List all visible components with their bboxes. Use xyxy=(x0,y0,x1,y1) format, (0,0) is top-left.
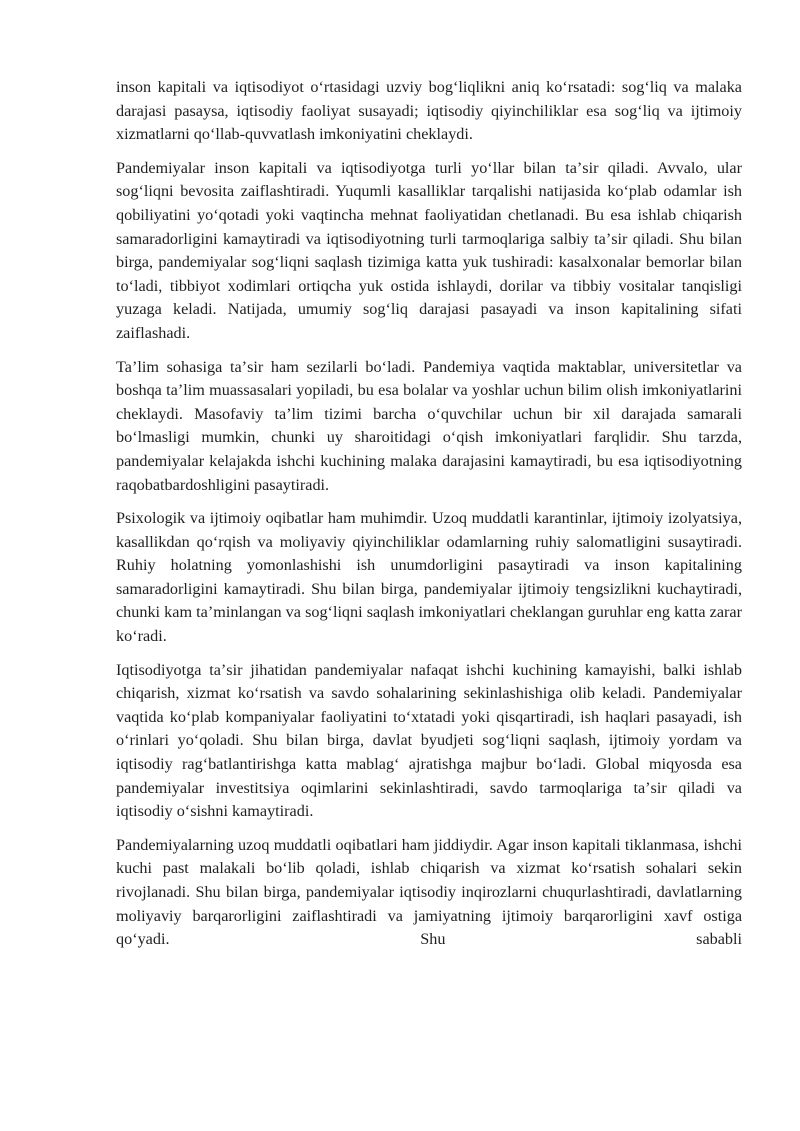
document-page xyxy=(116,76,742,962)
paragraph-1: inson kapitali va iqtisodiyot oʻrtasidagi uzviy bogʻliqlikni aniq koʻrsatadi: sogʻliq va malaka darajasi pasaysa, iqtisodiy faoliyat susayadi; iqtisodiy qiyinchiliklar esa sogʻliq va ijtimoiy xizmatlarni qoʻllab-quvvatlash imkoniyatini cheklaydi. xyxy=(116,78,742,144)
paragraph-6: Pandemiyalarning uzoq muddatli oqibatlari ham jiddiydir. Agar inson kapitali tiklanmasa, ishchi kuchi past malakali boʻlib qoladi, ishlab chiqarish va xizmat koʻrsatish sohalari sekin rivojlanadi. Shu bilan birga, pandemiyalar iqtisodiy inqirozlarni chuqurlashtiradi, davlatlarning moliyaviy barqarorligini zaiflashtiradi va jamiyatning ijtimoiy barqarorligini xavf ostiga qoʻyadi. Shu sababli xyxy=(116,835,742,949)
paragraph-3: Taʼlim sohasiga taʼsir ham sezilarli boʻladi. Pandemiya vaqtida maktablar, universitetlar va boshqa taʼlim muassasalari yopiladi, bu esa bolalar va yoshlar uchun bilim olish imkoniyatlarini cheklaydi. Masofaviy taʼlim tizimi barcha oʻquvchilar uchun bir xil darajada samarali boʻlmasligi mumkin, chunki uy sharoitidagi oʻqish imkoniyatlari farqlidir. Shu tarzda, pandemiyalar kelajakda ishchi kuchining malaka darajasini kamaytiradi, bu esa iqtisodiyotning raqobatbardoshligini pasaytiradi. xyxy=(116,357,742,494)
paragraph-5: Iqtisodiyotga taʼsir jihatidan pandemiyalar nafaqat ishchi kuchining kamayishi, balki ishlab chiqarish, xizmat koʻrsatish va savdo sohalarining sekinlashishiga olib keladi. Pandemiyalar vaqtida koʻplab kompaniyalar faoliyatini toʻxtatadi yoki qisqartiradi, ish haqlari pasayadi, ish oʻrinlari yoʻqoladi. Shu bilan birga, davlat byudjeti sogʻliqni saqlash, ijtimoiy yordam va iqtisodiy ragʻbatlantirishga katta mablagʻ ajratishga majbur boʻladi. Global miqyosda esa pandemiyalar investitsiya oqimlarini sekinlashtiradi, savdo tarmoqlariga taʼsir qiladi va iqtisodiy oʻsishni kamaytiradi. xyxy=(116,660,742,821)
paragraph-4: Psixologik va ijtimoiy oqibatlar ham muhimdir. Uzoq muddatli karantinlar, ijtimoiy izolyatsiya, kasallikdan qoʻrqish va moliyaviy qiyinchiliklar odamlarning ruhiy salomatligini susaytiradi. Ruhiy holatning yomonlashishi ish unumdorligini pasaytiradi va inson kapitalining samaradorligini kamaytiradi. Shu bilan birga, pandemiyalar ijtimoiy tengsizlikni kuchaytiradi, chunki kam taʼminlangan va sogʻliqni saqlash imkoniyatlari cheklangan guruhlar eng katta zarar koʻradi. xyxy=(116,509,742,646)
paragraph-2: Pandemiyalar inson kapitali va iqtisodiyotga turli yoʻllar bilan taʼsir qiladi. Avvalo, ular sogʻliqni bevosita zaiflashtiradi. Yuqumli kasalliklar tarqalishi natijasida koʻplab odamlar ish qobiliyatini yoʻqotadi yoki vaqtincha mehnat faoliyatidan chetlanadi. Bu esa ishlab chiqarish samaradorligini kamaytiradi va iqtisodiyotning turli tarmoqlariga salbiy taʼsir qiladi. Shu bilan birga, pandemiyalar sogʻliqni saqlash tizimiga katta yuk tushiradi: kasalxonalar bemorlar bilan toʻladi, tibbiyot xodimlari ortiqcha yuk ostida ishlaydi, dorilar va tibbiy vositalar tanqisligi yuzaga keladi. Natijada, umumiy sogʻliq darajasi pasayadi va inson kapitalining sifati zaiflashadi. xyxy=(116,158,742,342)
